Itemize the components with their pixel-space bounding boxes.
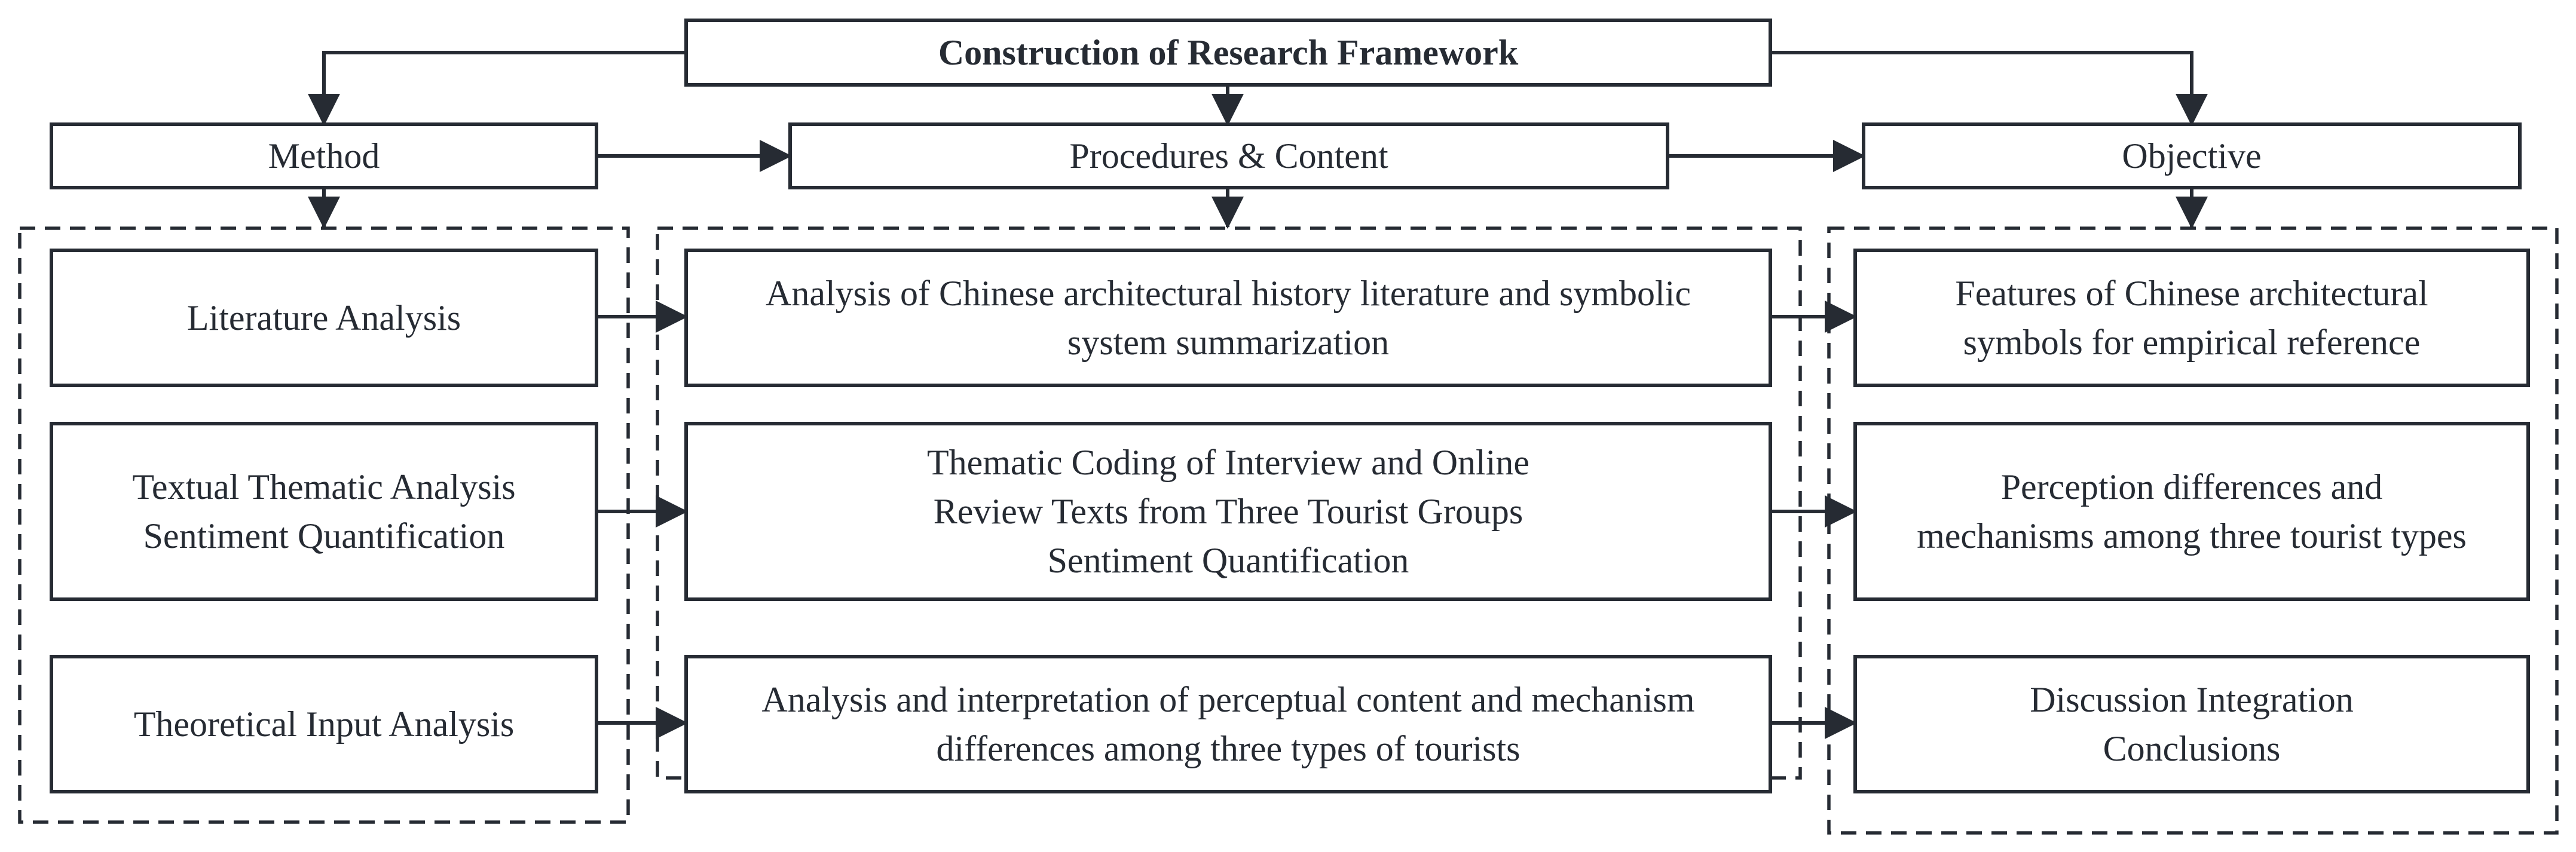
method-item-theoretical-input-analysis	[50, 655, 598, 793]
objective-item-text: symbols for empirical reference	[1963, 323, 2421, 362]
arrow-title-to-objective	[1770, 53, 2192, 124]
procedures-item-text: Sentiment Quantification	[1047, 541, 1409, 580]
objective-header: Objective	[2122, 136, 2262, 176]
procedures-item-text: Analysis and interpretation of perceptual content and mechanism	[761, 680, 1695, 719]
procedures-item-text: Thematic Coding of Interview and Online	[926, 443, 1530, 482]
method-header-box	[50, 122, 598, 189]
method-item-text: Sentiment Quantification	[143, 516, 505, 556]
procedures-item-thematic-coding	[684, 422, 1772, 601]
objective-item-perception-differences	[1853, 422, 2530, 601]
method-item-text: Textual Thematic Analysis	[132, 467, 516, 507]
arrow-title-to-method	[324, 53, 686, 124]
objective-header-box	[1862, 122, 2522, 189]
objective-item-text: Perception differences and	[2000, 467, 2383, 507]
method-header: Method	[268, 136, 380, 176]
procedures-header-box	[788, 122, 1669, 189]
objective-item-text: Conclusions	[2103, 729, 2281, 768]
procedures-item-text: differences among three types of tourists	[936, 729, 1520, 768]
procedures-item-literature-summarization	[684, 249, 1772, 387]
objective-item-text: Discussion Integration	[2030, 680, 2354, 719]
objective-item-discussion-conclusions	[1853, 655, 2530, 793]
procedures-item-text: system summarization	[1067, 323, 1390, 362]
procedures-header: Procedures & Content	[1069, 136, 1388, 176]
method-item-text: Literature Analysis	[186, 298, 461, 338]
framework-title: Construction of Research Framework	[938, 33, 1519, 72]
procedures-item-interpretation	[684, 655, 1772, 793]
framework-title-box	[684, 19, 1772, 87]
objective-item-text: Features of Chinese architectural	[1955, 274, 2428, 313]
objective-item-text: mechanisms among three tourist types	[1917, 516, 2467, 556]
procedures-item-text: Analysis of Chinese architectural history literature and symbolic	[766, 274, 1691, 313]
method-item-literature-analysis	[50, 249, 598, 387]
procedures-item-text: Review Texts from Three Tourist Groups	[933, 492, 1523, 531]
objective-item-symbol-features	[1853, 249, 2530, 387]
method-item-text: Theoretical Input Analysis	[133, 704, 515, 744]
method-item-textual-thematic-analysis	[50, 422, 598, 601]
